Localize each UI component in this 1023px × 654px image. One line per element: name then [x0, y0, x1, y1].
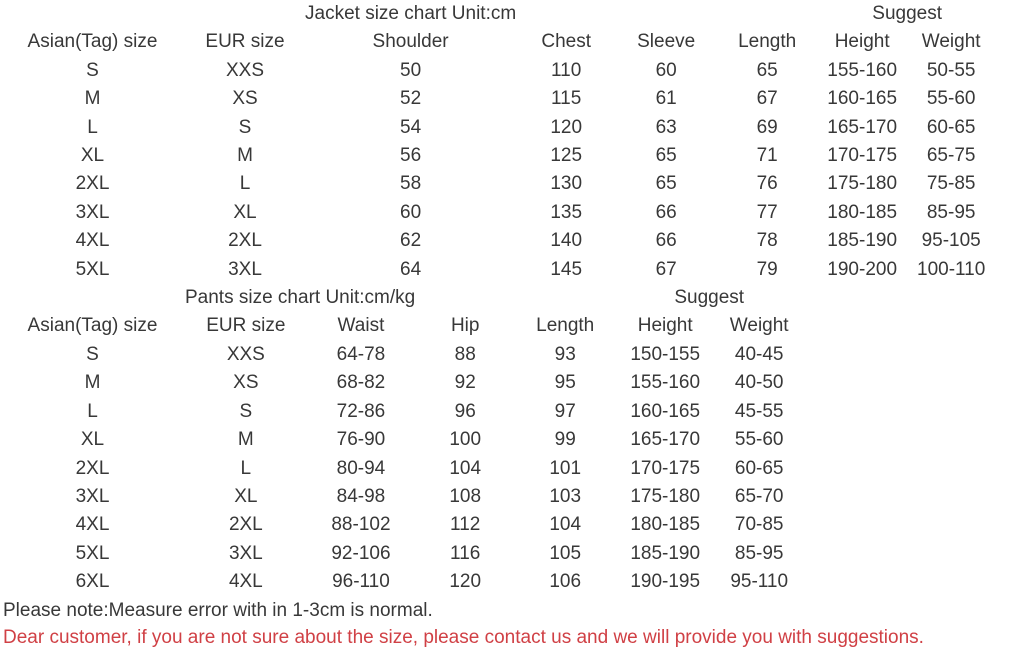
jacket-col-height: Height [834, 31, 890, 53]
table-cell: 3XL [75, 201, 110, 223]
table-cell: 85-95 [926, 201, 976, 223]
table-row [0, 341, 803, 369]
table-cell: 165-170 [630, 429, 701, 451]
table-cell: 170-175 [827, 145, 898, 167]
table-cell: 180-185 [827, 201, 898, 223]
table-row [0, 483, 803, 511]
table-cell: 67 [756, 88, 778, 110]
table-row [0, 511, 803, 539]
table-cell: 2XL [75, 173, 110, 195]
table-cell: 62 [400, 230, 422, 252]
table-cell: 60-65 [926, 116, 976, 138]
table-cell: 76 [756, 173, 778, 195]
table-cell: 95-105 [921, 230, 981, 252]
spacer-cell [415, 284, 615, 312]
table-cell: 52 [400, 88, 422, 110]
spacer-cell [516, 0, 818, 28]
pants-size-table [0, 284, 803, 596]
contact-suggestion-note: Dear customer, if you are not sure about the size, please contact us and we will provide you with suggestions. [3, 626, 924, 648]
table-cell: 92 [454, 372, 476, 394]
table-cell: 88 [454, 343, 476, 365]
pants-table-body [0, 341, 803, 597]
table-cell: 99 [554, 429, 576, 451]
table-cell: XXS [226, 343, 265, 365]
spacer-cell [0, 284, 185, 312]
table-row [0, 142, 996, 170]
table-cell: 61 [655, 88, 677, 110]
table-cell: 97 [554, 400, 576, 422]
table-row [0, 85, 996, 113]
table-cell: XL [80, 429, 105, 451]
table-cell: M [84, 372, 101, 394]
pants-col-length: Length [536, 315, 595, 337]
jacket-suggest-label: Suggest [872, 3, 943, 24]
table-cell: 80-94 [336, 457, 386, 479]
table-cell: 3XL [228, 258, 262, 280]
table-cell: 125 [550, 145, 583, 167]
jacket-chart-title: Jacket size chart Unit:cm [305, 3, 517, 24]
table-cell: 185-190 [827, 230, 898, 252]
table-cell: 88-102 [331, 514, 391, 536]
table-cell: 92-106 [331, 542, 391, 564]
table-cell: 72-86 [336, 400, 386, 422]
table-cell: 160-165 [827, 88, 898, 110]
table-cell: 67 [655, 258, 677, 280]
table-cell: 190-195 [630, 571, 701, 593]
table-cell: 155-160 [827, 59, 898, 81]
table-cell: XL [233, 201, 257, 223]
table-cell: 135 [550, 201, 583, 223]
table-cell: 110 [551, 59, 582, 81]
table-cell: 76-90 [336, 429, 386, 451]
table-cell: XL [80, 145, 105, 167]
table-cell: 2XL [75, 457, 110, 479]
table-cell: 50 [400, 59, 422, 81]
table-cell: L [239, 173, 251, 195]
table-cell: 60 [655, 59, 677, 81]
table-cell: 60-65 [734, 457, 784, 479]
table-row [0, 426, 803, 454]
table-cell: 155-160 [630, 372, 701, 394]
table-cell: 96-110 [332, 571, 390, 593]
table-cell: 5XL [75, 258, 110, 280]
table-cell: 116 [450, 542, 481, 564]
table-cell: 45-55 [734, 400, 784, 422]
table-cell: 58 [400, 173, 422, 195]
table-row [0, 227, 996, 255]
table-cell: M [237, 429, 254, 451]
table-cell: 40-50 [734, 372, 784, 394]
measure-error-note: Please note:Measure error with in 1-3cm is normal. [3, 599, 433, 621]
table-cell: 66 [655, 201, 677, 223]
table-cell: 84-98 [336, 485, 386, 507]
table-cell: 64 [400, 258, 422, 280]
pants-header-row [0, 312, 803, 340]
table-cell: 115 [551, 88, 582, 110]
pants-col-hip: Hip [450, 315, 480, 337]
table-cell: 170-175 [630, 457, 701, 479]
table-cell: 55-60 [734, 429, 784, 451]
jacket-title-row [0, 0, 996, 28]
table-cell: 66 [655, 230, 677, 252]
table-cell: L [240, 457, 252, 479]
table-row [0, 256, 996, 284]
jacket-col-shoulder: Shoulder [372, 31, 449, 53]
table-row [0, 199, 996, 227]
table-cell: L [87, 400, 98, 422]
table-cell: 2XL [228, 230, 262, 252]
table-cell: 65 [756, 59, 778, 81]
table-cell: M [237, 145, 253, 167]
table-row [0, 369, 803, 397]
table-cell: 108 [449, 485, 482, 507]
table-row [0, 540, 803, 568]
table-cell: 106 [549, 571, 582, 593]
table-cell: 165-170 [827, 116, 898, 138]
pants-chart-title: Pants size chart Unit:cm/kg [185, 287, 416, 309]
table-cell: 93 [554, 343, 576, 365]
table-cell: 160-165 [630, 400, 701, 422]
table-row [0, 568, 803, 596]
pants-col-height: Height [637, 315, 693, 337]
jacket-col-length: Length [738, 31, 797, 53]
jacket-col-sleeve: Sleeve [637, 31, 696, 53]
table-cell: 96 [454, 400, 476, 422]
table-row [0, 114, 996, 142]
table-row [0, 455, 803, 483]
table-cell: 70-85 [734, 514, 784, 536]
table-cell: S [86, 59, 99, 81]
table-cell: 175-180 [827, 173, 898, 195]
table-cell: 65 [655, 145, 677, 167]
table-cell: 130 [550, 173, 583, 195]
table-cell: 50-55 [926, 59, 976, 81]
table-cell: 175-180 [630, 485, 701, 507]
pants-col-asian-size: Asian(Tag) size [27, 315, 158, 337]
table-cell: 105 [549, 542, 582, 564]
table-cell: 4XL [75, 514, 110, 536]
table-cell: XS [233, 372, 259, 394]
table-cell: 4XL [228, 571, 263, 593]
table-cell: 2XL [228, 514, 263, 536]
table-cell: 3XL [228, 542, 263, 564]
table-cell: M [84, 88, 101, 110]
table-cell: S [86, 343, 99, 365]
table-cell: 95 [554, 372, 576, 394]
pants-col-weight: Weight [729, 315, 789, 337]
table-cell: 100 [449, 429, 482, 451]
table-cell: 112 [450, 514, 481, 536]
table-cell: 78 [756, 230, 778, 252]
table-cell: 68-82 [336, 372, 386, 394]
table-cell: 65-75 [926, 145, 976, 167]
table-cell: 65-70 [734, 485, 784, 507]
table-cell: 120 [449, 571, 482, 593]
table-cell: XS [232, 88, 258, 110]
table-row [0, 398, 803, 426]
table-cell: 185-190 [630, 542, 701, 564]
table-cell: 101 [549, 457, 582, 479]
table-cell: 65 [655, 173, 677, 195]
table-cell: 85-95 [734, 542, 784, 564]
table-row [0, 57, 996, 85]
pants-col-waist: Waist [337, 315, 385, 337]
table-cell: 54 [400, 116, 422, 138]
table-cell: 63 [655, 116, 677, 138]
table-cell: 190-200 [827, 258, 898, 280]
table-cell: 64-78 [336, 343, 386, 365]
table-cell: S [239, 400, 253, 422]
jacket-col-chest: Chest [541, 31, 591, 53]
spacer-cell [0, 0, 305, 28]
table-cell: 145 [550, 258, 583, 280]
table-cell: L [87, 116, 98, 138]
table-cell: 104 [449, 457, 482, 479]
jacket-col-weight: Weight [921, 31, 981, 53]
table-cell: 77 [756, 201, 778, 223]
pants-col-eur-size: EUR size [206, 315, 286, 337]
table-cell: 69 [756, 116, 778, 138]
table-cell: 100-110 [917, 258, 986, 280]
table-cell: 180-185 [630, 514, 701, 536]
table-cell: 60 [400, 201, 422, 223]
table-cell: 75-85 [926, 173, 976, 195]
table-cell: 71 [756, 145, 778, 167]
table-cell: 95-110 [730, 571, 789, 593]
jacket-col-asian-size: Asian(Tag) size [27, 31, 158, 53]
table-cell: 3XL [75, 485, 110, 507]
table-cell: 5XL [75, 542, 110, 564]
table-cell: S [238, 116, 252, 138]
jacket-col-eur-size: EUR size [205, 31, 285, 53]
table-cell: 104 [549, 514, 582, 536]
table-cell: 4XL [75, 230, 110, 252]
table-cell: 140 [550, 230, 583, 252]
pants-suggest-label: Suggest [674, 287, 745, 309]
table-cell: XXS [225, 59, 265, 81]
table-cell: 150-155 [630, 343, 701, 365]
table-cell: 79 [756, 258, 778, 280]
jacket-header-row [0, 28, 996, 56]
jacket-size-table [0, 0, 996, 284]
table-cell: 6XL [75, 571, 110, 593]
jacket-table-body [0, 57, 996, 284]
table-cell: XL [234, 485, 258, 507]
table-cell: 55-60 [926, 88, 976, 110]
table-cell: 103 [549, 485, 582, 507]
table-row [0, 170, 996, 198]
notes-section [0, 597, 1023, 651]
table-cell: 40-45 [734, 343, 784, 365]
table-cell: 120 [550, 116, 583, 138]
table-cell: 56 [400, 145, 422, 167]
pants-title-row [0, 284, 803, 312]
